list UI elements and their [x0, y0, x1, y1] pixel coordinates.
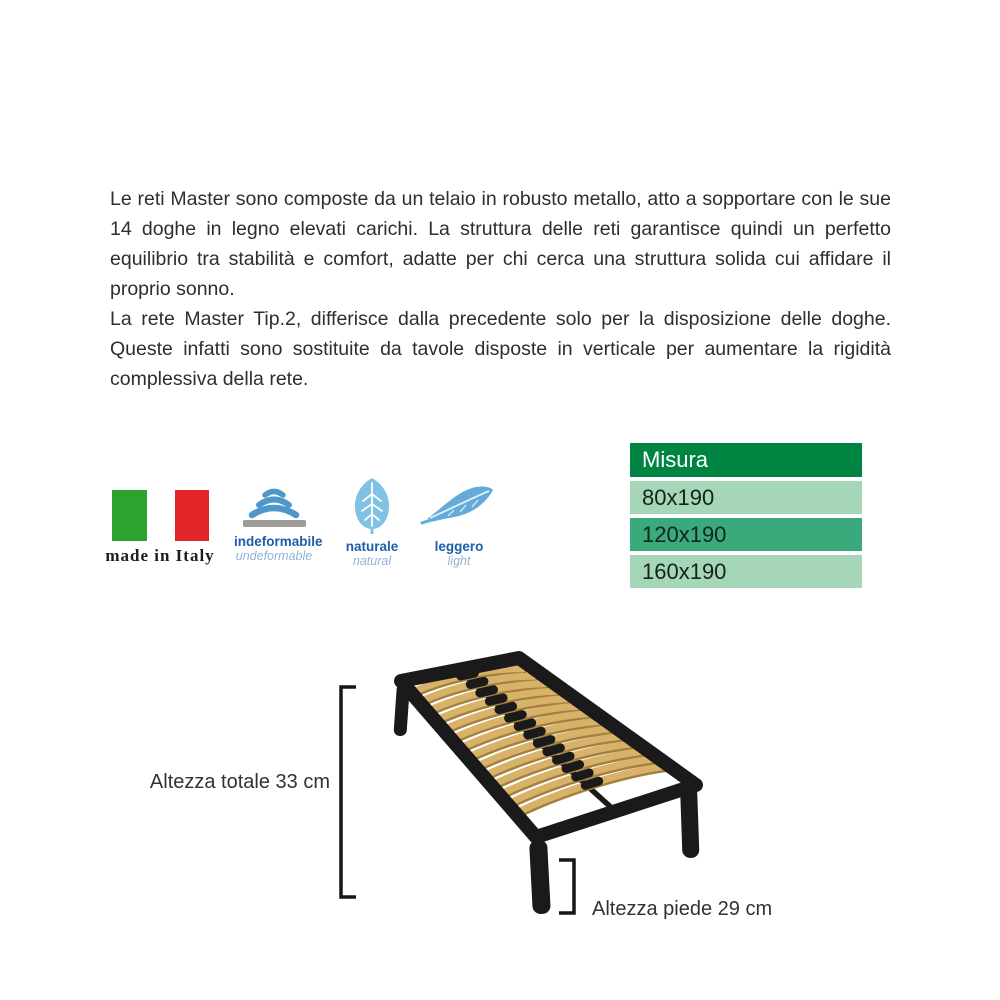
- feature-sublabel: light: [447, 554, 471, 568]
- size-row: 160x190: [630, 555, 862, 588]
- made-in-italy-badge: [104, 488, 216, 564]
- leaf-icon: [332, 476, 412, 534]
- bed-slats: [412, 669, 667, 814]
- product-description: [110, 184, 891, 394]
- bed-center-rail: [460, 671, 614, 810]
- size-row: 80x190: [630, 481, 862, 514]
- feature-naturale: [332, 476, 412, 568]
- feature-leggero: [418, 480, 500, 568]
- feature-label: leggero: [434, 539, 484, 554]
- description-paragraph-1: Le reti Master sono composte da un telaio in robusto metallo, atto a sopportare con le sue 14 doghe in legno elevati carichi. La struttura delle reti garantisce quindi un perfetto equilibrio tra stabilità e comfort, adatte per chi cerca una struttura solida cui affidare il proprio sonno.: [110, 188, 891, 300]
- description-paragraph-2: La rete Master Tip.2, differisce dalla precedente solo per la disposizione delle doghe. Queste infatti sono sostituite da tavole disposte in verticale per aumentare la rigidità complessiva della rete.: [110, 308, 891, 390]
- feature-label: indeformabile: [234, 534, 323, 549]
- bed-legs: [393, 684, 699, 915]
- size-row: 120x190: [630, 518, 862, 551]
- feather-icon: [418, 480, 500, 534]
- bed-frame-surface: [401, 658, 696, 837]
- size-table: [630, 443, 862, 588]
- italy-flag-icon: [104, 488, 216, 542]
- made-in-italy-label: made in Italy: [105, 546, 215, 565]
- feature-indeformabile: [234, 483, 323, 563]
- total-height-bracket: [341, 687, 356, 897]
- bed-frame-outline: [401, 658, 696, 837]
- foot-height-label: Altezza piede 29 cm: [592, 898, 773, 920]
- size-table-header: Misura: [630, 443, 862, 477]
- springs-icon: [234, 483, 314, 529]
- feature-sublabel: undeformable: [235, 549, 313, 563]
- foot-height-bracket: [559, 860, 574, 913]
- feature-sublabel: natural: [352, 554, 392, 568]
- feature-label: naturale: [345, 539, 399, 554]
- total-height-label: Altezza totale 33 cm: [149, 771, 330, 793]
